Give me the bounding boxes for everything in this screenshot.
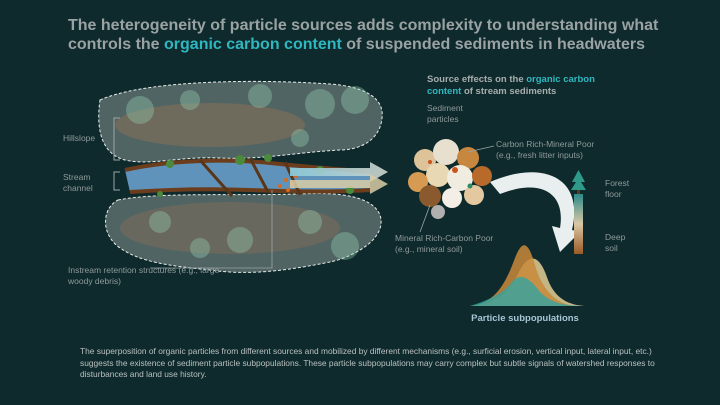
sediment-particles (408, 139, 492, 219)
forest-floor-label: Forest floor (605, 178, 630, 199)
instream-retention-label: Instream retention structures (e.g., large woody debris) (68, 265, 220, 286)
particle-subpopulations-label: Particle subpopulations (471, 313, 579, 324)
sediment-particles-label: Sediment particles (427, 103, 463, 124)
page-title: The heterogeneity of particle sources adds complexity to understanding what controls the organic carbon content of suspended sediments in headwaters (68, 17, 659, 53)
soil-depth-bar (574, 194, 583, 254)
carbon-rich-label: Carbon Rich-Mineral Poor (e.g., fresh litter inputs) (496, 139, 595, 160)
stream-channel-label: Stream channel (63, 172, 93, 193)
tree-icon (571, 170, 586, 194)
hillslope-label: Hillslope (63, 133, 96, 143)
source-effects-heading: Source effects on the organic carbon content of stream sediments (427, 74, 595, 97)
caption: The superposition of organic particles from different sources and mobilized by different mechanisms (e.g., surficial erosion, vertical input, lateral input, etc.) suggests the existence of sediment particle subpopulations. These particle subpopulations may carry complex but subtle signals of watershed responses to disturbances and land use history. (80, 346, 655, 379)
deep-soil-label: Deep soil (605, 232, 626, 253)
mineral-rich-label: Mineral Rich-Carbon Poor (e.g., mineral soil) (395, 233, 494, 254)
